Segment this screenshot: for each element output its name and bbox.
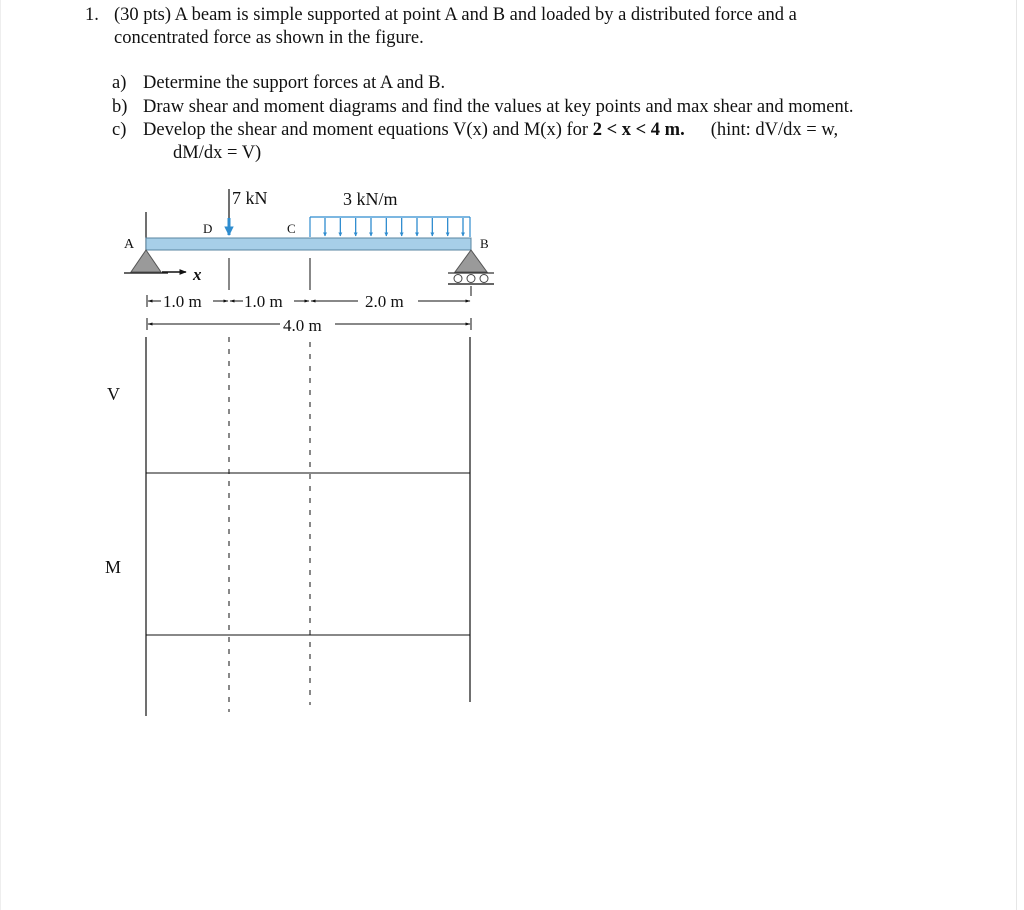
label-a: A xyxy=(124,237,135,252)
dimension-cb xyxy=(311,292,470,311)
part-c-hint-continued: dM/dx = V) xyxy=(173,143,262,163)
diagram-grid xyxy=(146,337,470,716)
part-c-letter: c) xyxy=(112,120,127,140)
x-axis-label: x xyxy=(193,265,202,284)
distributed-load-arrows xyxy=(325,218,463,236)
part-c-range: 2 < x < 4 m. xyxy=(592,120,685,140)
pin-support-a xyxy=(124,250,168,273)
moment-diagram-label: M xyxy=(105,557,122,577)
label-c: C xyxy=(287,221,296,236)
problem-line-2: concentrated force as shown in the figure. xyxy=(114,28,424,48)
part-c-text-main: Develop the shear and moment equations V(x) and M(x) for xyxy=(143,120,593,140)
dimension-ad-label: 1.0 m xyxy=(163,292,202,311)
problem-number: 1. xyxy=(85,5,99,25)
dimension-total-label: 4.0 m xyxy=(283,316,322,335)
part-a-text: Determine the support forces at A and B. xyxy=(143,73,446,93)
dimension-cb-label: 2.0 m xyxy=(365,292,404,311)
roller-support-b xyxy=(448,250,494,284)
shear-diagram-label: V xyxy=(107,384,120,404)
distributed-load-label: 3 kN/m xyxy=(343,189,398,209)
distributed-load xyxy=(310,217,470,237)
dimension-dc xyxy=(230,292,309,311)
part-a-letter: a) xyxy=(112,73,127,93)
dimension-total xyxy=(147,316,471,335)
part-b-letter: b) xyxy=(112,96,128,117)
problem-line-1: (30 pts) A beam is simple supported at point A and B and loaded by a distributed force and a xyxy=(114,5,797,25)
part-c-hint: (hint: dV/dx = w, xyxy=(710,120,839,140)
dimension-ad xyxy=(147,292,228,311)
dimension-dc-label: 1.0 m xyxy=(244,292,283,311)
label-d: D xyxy=(203,221,213,236)
label-b: B xyxy=(480,236,489,251)
part-b-text: Draw shear and moment diagrams and find the values at key points and max shear and moment. xyxy=(143,96,854,117)
point-load-label: 7 kN xyxy=(232,188,268,208)
beam xyxy=(146,238,471,250)
